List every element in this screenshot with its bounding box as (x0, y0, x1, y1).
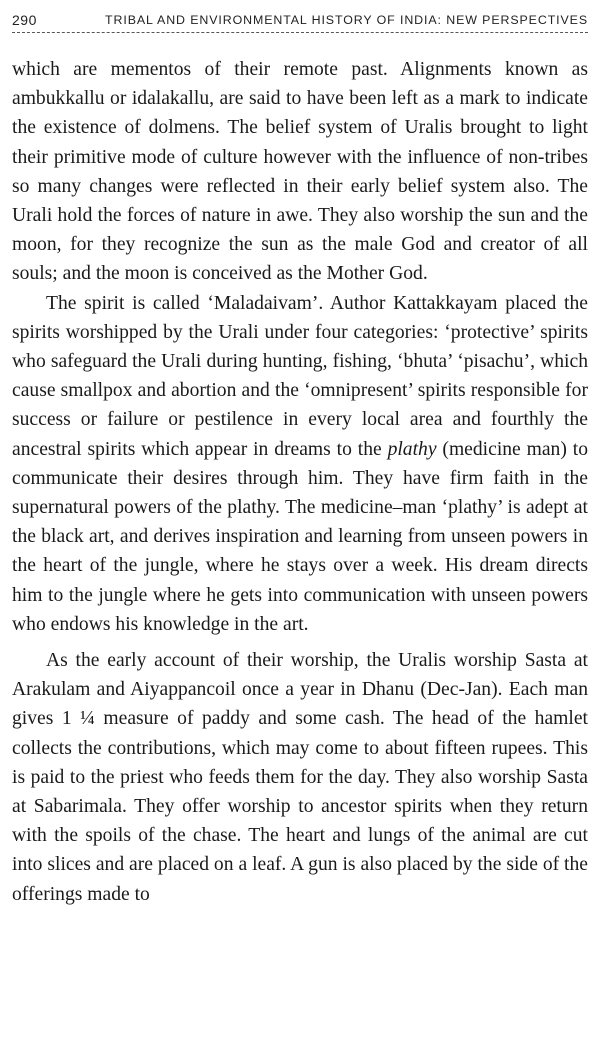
paragraph-2 (12, 289, 588, 639)
page-number: 290 (12, 12, 37, 28)
paragraph-3: As the early account of their worship, the Uralis worship Sasta at Arakulam and Aiyappancoil once a year in Dhanu (Dec-Jan). Each man gives 1 ¼ measure of paddy and some cash. The head of the hamlet collects the contributions, which may come to about fifteen rupees. This is paid to the priest who feeds them for the day. They also worship Sasta at Sabarimala. They offer worship to ancestor spirits when they return with the spoils of the chase. The heart and lungs of the animal are cut into slices and are placed on a leaf. A gun is also placed by the side of the offerings made to (12, 650, 588, 905)
paragraph-2-after: (medicine man) to communicate their desires through him. They have firm faith in the supernatural powers of the plathy. The medicine–man ‘plathy’ is adept at the black art, and derives inspiration and learning from unseen powers in the heart of the jungle, where he stays over a week. His dream directs him to the jungle where he gets into communication with unseen powers who endows his knowledge in the art. (12, 438, 588, 635)
body-text (12, 55, 588, 909)
paragraph-1: which are mementos of their remote past. Alignments known as ambukkallu or idalakallu, are said to have been left as a mark to indicate the existence of dolmens. The belief system of Uralis brought to light their primitive mode of culture however with the influence of non-tribes so many changes were reflected in their early belief system also. The Urali hold the forces of nature in awe. They also worship the sun and the moon, for they recognize the sun as the male God and creator of all souls; and the moon is conceived as the Mother God. (12, 59, 588, 285)
running-title: TRIBAL AND ENVIRONMENTAL HISTORY OF INDIA: NEW PERSPECTIVES (105, 13, 588, 27)
page-header (12, 10, 588, 33)
paragraph-2-before: The spirit is called ‘Maladaivam’. Author Kattakkayam placed the spirits worshipped by the Urali under four categories: ‘protective’ spirits who safeguard the Urali during hunting, fishing, ‘bhuta’ ‘pisachu’, which cause smallpox and abortion and the ‘omnipresent’ spirits responsible for success or failure or pestilence in every local area and fourthly the ancestral spirits which appear in dreams to the (12, 292, 588, 460)
paragraph-2-italic-term: plathy (387, 438, 437, 460)
